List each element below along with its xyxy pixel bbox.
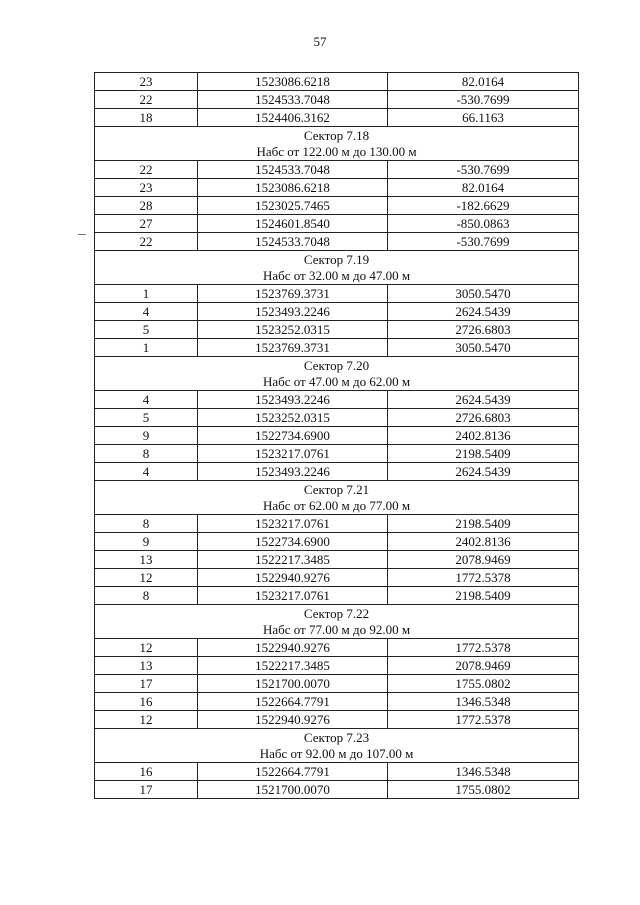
sector-height-range: Набс от 62.00 м до 77.00 м	[262, 497, 411, 513]
x-coordinate-cell: 1521700.0070	[198, 675, 388, 693]
x-coordinate-cell: 1522940.9276	[198, 711, 388, 729]
x-coordinate-cell: 1523493.2246	[198, 463, 388, 481]
x-coordinate-cell: 1524533.7048	[198, 233, 388, 251]
point-number-cell: 22	[95, 91, 198, 109]
x-coordinate-cell: 1522734.6900	[198, 427, 388, 445]
y-coordinate-cell: 2198.5409	[388, 445, 579, 463]
sector-header-row	[95, 357, 579, 391]
point-number-cell: 16	[95, 693, 198, 711]
sector-height-range: Набс от 47.00 м до 62.00 м	[262, 373, 411, 389]
x-coordinate-cell: 1523252.0315	[198, 409, 388, 427]
table-row	[95, 763, 579, 781]
y-coordinate-cell: 2624.5439	[388, 391, 579, 409]
table-row	[95, 693, 579, 711]
x-coordinate-cell: 1522734.6900	[198, 533, 388, 551]
point-number-cell: 23	[95, 179, 198, 197]
y-coordinate-cell: -182.6629	[388, 197, 579, 215]
y-coordinate-cell: 3050.5470	[388, 285, 579, 303]
table-row	[95, 197, 579, 215]
table-row	[95, 339, 579, 357]
table-row	[95, 551, 579, 569]
y-coordinate-cell: 66.1163	[388, 109, 579, 127]
point-number-cell: 27	[95, 215, 198, 233]
sector-title: Сектор 7.18	[303, 127, 370, 143]
y-coordinate-cell: 2624.5439	[388, 303, 579, 321]
point-number-cell: 13	[95, 551, 198, 569]
point-number-cell: 8	[95, 445, 198, 463]
point-number-cell: 12	[95, 569, 198, 587]
table-row	[95, 233, 579, 251]
y-coordinate-cell: 2726.6803	[388, 409, 579, 427]
x-coordinate-cell: 1523252.0315	[198, 321, 388, 339]
x-coordinate-cell: 1523769.3731	[198, 285, 388, 303]
point-number-cell: 9	[95, 427, 198, 445]
table-row	[95, 587, 579, 605]
sector-height-range: Набс от 32.00 м до 47.00 м	[262, 267, 411, 283]
point-number-cell: 4	[95, 303, 198, 321]
x-coordinate-cell: 1522664.7791	[198, 763, 388, 781]
sector-title: Сектор 7.22	[303, 605, 370, 621]
point-number-cell: 1	[95, 339, 198, 357]
x-coordinate-cell: 1522217.3485	[198, 551, 388, 569]
x-coordinate-cell: 1524601.8540	[198, 215, 388, 233]
y-coordinate-cell: -530.7699	[388, 233, 579, 251]
point-number-cell: 5	[95, 321, 198, 339]
y-coordinate-cell: 2078.9469	[388, 657, 579, 675]
x-coordinate-cell: 1523493.2246	[198, 391, 388, 409]
point-number-cell: 8	[95, 587, 198, 605]
y-coordinate-cell: 1772.5378	[388, 711, 579, 729]
table-row	[95, 711, 579, 729]
table-row	[95, 657, 579, 675]
sector-header	[95, 127, 579, 161]
table-row	[95, 321, 579, 339]
sector-header	[95, 251, 579, 285]
sector-header-row	[95, 729, 579, 763]
x-coordinate-cell: 1523217.0761	[198, 515, 388, 533]
point-number-cell: 23	[95, 73, 198, 91]
x-coordinate-cell: 1524406.3162	[198, 109, 388, 127]
y-coordinate-cell: 1772.5378	[388, 639, 579, 657]
table-row	[95, 161, 579, 179]
sector-header	[95, 729, 579, 763]
x-coordinate-cell: 1524533.7048	[198, 161, 388, 179]
table-row	[95, 781, 579, 799]
coordinates-table-body	[95, 73, 579, 799]
y-coordinate-cell: -530.7699	[388, 161, 579, 179]
x-coordinate-cell: 1523493.2246	[198, 303, 388, 321]
x-coordinate-cell: 1523217.0761	[198, 587, 388, 605]
y-coordinate-cell: 2402.8136	[388, 533, 579, 551]
y-coordinate-cell: 2624.5439	[388, 463, 579, 481]
y-coordinate-cell: 1772.5378	[388, 569, 579, 587]
point-number-cell: 9	[95, 533, 198, 551]
x-coordinate-cell: 1523086.6218	[198, 73, 388, 91]
sector-header-row	[95, 605, 579, 639]
y-coordinate-cell: -530.7699	[388, 91, 579, 109]
y-coordinate-cell: 2402.8136	[388, 427, 579, 445]
page-number: 57	[313, 34, 327, 49]
y-coordinate-cell: 82.0164	[388, 179, 579, 197]
point-number-cell: 4	[95, 463, 198, 481]
table-row	[95, 427, 579, 445]
sector-header-row	[95, 251, 579, 285]
point-number-cell: 22	[95, 161, 198, 179]
sector-header	[95, 481, 579, 515]
x-coordinate-cell: 1521700.0070	[198, 781, 388, 799]
sector-header	[95, 605, 579, 639]
coordinates-table	[94, 72, 579, 799]
sector-title: Сектор 7.20	[303, 357, 370, 373]
sector-title: Сектор 7.19	[303, 251, 370, 267]
x-coordinate-cell: 1522664.7791	[198, 693, 388, 711]
point-number-cell: 12	[95, 639, 198, 657]
y-coordinate-cell: 1346.5348	[388, 763, 579, 781]
table-row	[95, 109, 579, 127]
x-coordinate-cell: 1522940.9276	[198, 569, 388, 587]
table-row	[95, 303, 579, 321]
point-number-cell: 18	[95, 109, 198, 127]
table-row	[95, 179, 579, 197]
y-coordinate-cell: -850.0863	[388, 215, 579, 233]
y-coordinate-cell: 2078.9469	[388, 551, 579, 569]
y-coordinate-cell: 2726.6803	[388, 321, 579, 339]
table-row	[95, 675, 579, 693]
point-number-cell: 13	[95, 657, 198, 675]
sector-title: Сектор 7.23	[303, 729, 370, 745]
y-coordinate-cell: 3050.5470	[388, 339, 579, 357]
x-coordinate-cell: 1522940.9276	[198, 639, 388, 657]
point-number-cell: 17	[95, 675, 198, 693]
point-number-cell: 8	[95, 515, 198, 533]
point-number-cell: 12	[95, 711, 198, 729]
x-coordinate-cell: 1523769.3731	[198, 339, 388, 357]
table-row	[95, 391, 579, 409]
y-coordinate-cell: 1755.0802	[388, 675, 579, 693]
y-coordinate-cell: 2198.5409	[388, 587, 579, 605]
table-row	[95, 569, 579, 587]
table-row	[95, 515, 579, 533]
x-coordinate-cell: 1523217.0761	[198, 445, 388, 463]
margin-mark	[78, 234, 86, 235]
sector-height-range: Набс от 92.00 м до 107.00 м	[259, 745, 414, 761]
x-coordinate-cell: 1523025.7465	[198, 197, 388, 215]
table-row	[95, 91, 579, 109]
sector-title: Сектор 7.21	[303, 481, 370, 497]
table-row	[95, 445, 579, 463]
table-row	[95, 463, 579, 481]
x-coordinate-cell: 1524533.7048	[198, 91, 388, 109]
y-coordinate-cell: 82.0164	[388, 73, 579, 91]
sector-height-range: Набс от 77.00 м до 92.00 м	[262, 621, 411, 637]
x-coordinate-cell: 1523086.6218	[198, 179, 388, 197]
table-row	[95, 409, 579, 427]
table-row	[95, 639, 579, 657]
point-number-cell: 5	[95, 409, 198, 427]
point-number-cell: 22	[95, 233, 198, 251]
point-number-cell: 28	[95, 197, 198, 215]
point-number-cell: 1	[95, 285, 198, 303]
table-row	[95, 215, 579, 233]
sector-height-range: Набс от 122.00 м до 130.00 м	[256, 143, 417, 159]
table-row	[95, 73, 579, 91]
y-coordinate-cell: 2198.5409	[388, 515, 579, 533]
sector-header	[95, 357, 579, 391]
point-number-cell: 16	[95, 763, 198, 781]
table-row	[95, 285, 579, 303]
sector-header-row	[95, 481, 579, 515]
x-coordinate-cell: 1522217.3485	[198, 657, 388, 675]
point-number-cell: 17	[95, 781, 198, 799]
sector-header-row	[95, 127, 579, 161]
table-row	[95, 533, 579, 551]
y-coordinate-cell: 1755.0802	[388, 781, 579, 799]
point-number-cell: 4	[95, 391, 198, 409]
y-coordinate-cell: 1346.5348	[388, 693, 579, 711]
